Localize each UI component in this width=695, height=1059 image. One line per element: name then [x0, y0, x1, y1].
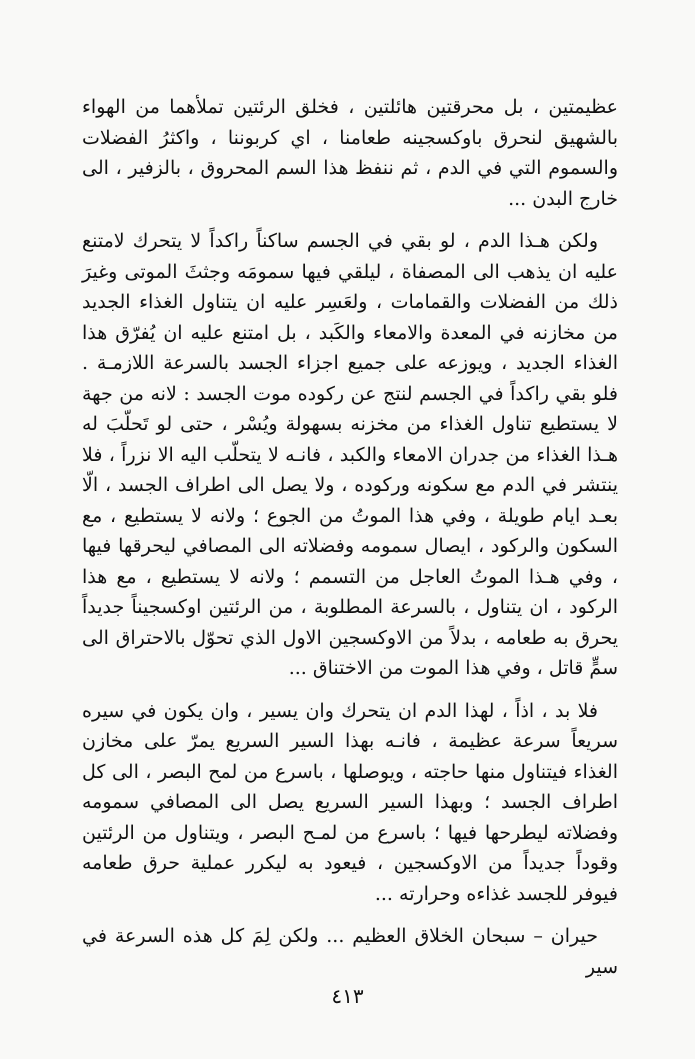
- paragraph-2: ولكن هـذا الدم ، لو بقي في الجسم ساكناً راكداً لا يتحرك لامتنع عليه ان يذهب الى المصفاة ، ليلقي فيها سمومَه وجثثَ الموتى وغيرَ ذلك من الفضلات والقمامات ، ولعَسِر عليه ان يتناول الغذاء الجديد من مخازنه في المعدة والامعاء والكَبد ، بل امتنع عليه ان يُفرّق هذا الغذاء الجديد ، ويوزعه على جميع اجزاء الجسد بالسرعة اللازمـة . فلو بقي راكداً في الجسم لنتج عن ركوده موت الجسد : لانه من جهة لا يستطيع تناول الغذاء من مخزنه بسهولة ويُسْر ، حتى لو تَحلّبَ له هـذا الغذاء من جدران الامعاء والكبد ، فانـه لا يتحلّب اليه الا نزراً ، فلا ينتشر في الدم مع سكونه وركوده ، ولا يصل الى اطراف الجسد ، الّا بعـد ايام طويلة ، وفي هذا الموتُ من الجوع ؛ ولانه لا يستطيع ، مع السكون والركود ، ايصال سمومه وفضلاته الى المصافي ليحرقها فيها ، وفي هـذا الموتُ العاجل من التسمم ؛ ولانه لا يستطيع ، مع هذا الركود ، ان يتناول ، بالسرعة المطلوبة ، من الرئتين اوكسجيناً جديداً يحرق به طعامه ، بدلاً من الاوكسجين الاول الذي تحوّل بالاحتراق الى سمٍّ قاتل ، وفي هذا الموت من الاختناق ...: [82, 230, 618, 679]
- paragraph-3: فلا بد ، اذاً ، لهذا الدم ان يتحرك وان يسير ، وان يكون في سيره سريعاً سرعة عظيمة ، فانـه بهذا السير السريع يمرّ على مخازن الغذاء فيتناول منها حاجته ، ويوصلها ، باسرع من لمح البصر ، الى كل اطراف الجسد ؛ وبهذا السير السريع يصل الى المصافي سمومه وفضلاته ليطرحها فيها ؛ باسرع من لمـح البصر ، ويتناول من الرئتين وقوداً جديداً من الاوكسجين ، فيعود به ليكرر عملية حرق طعامه فيوفر للجسد غذاءه وحرارته ...: [82, 699, 618, 905]
- page-body: [82, 92, 618, 982]
- page-number: ٤١٣: [331, 984, 364, 1008]
- paragraph-1: عظيمتين ، بل محرقتين هائلتين ، فخلق الرئتين تملأهما من الهواء بالشهيق لنحرق باوكسجينه طعامنا ، اي كربوننا ، واكثرُ الفضلات والسموم التي في الدم ، ثم ننفظ هذا السم المحروق ، بالزفير ، الى خارج البدن ...: [82, 96, 618, 210]
- paragraph-4-dialogue: حيران – سبحان الخلاق العظيم ... ولكن لِمَ كل هذه السرعة في سير: [82, 925, 618, 978]
